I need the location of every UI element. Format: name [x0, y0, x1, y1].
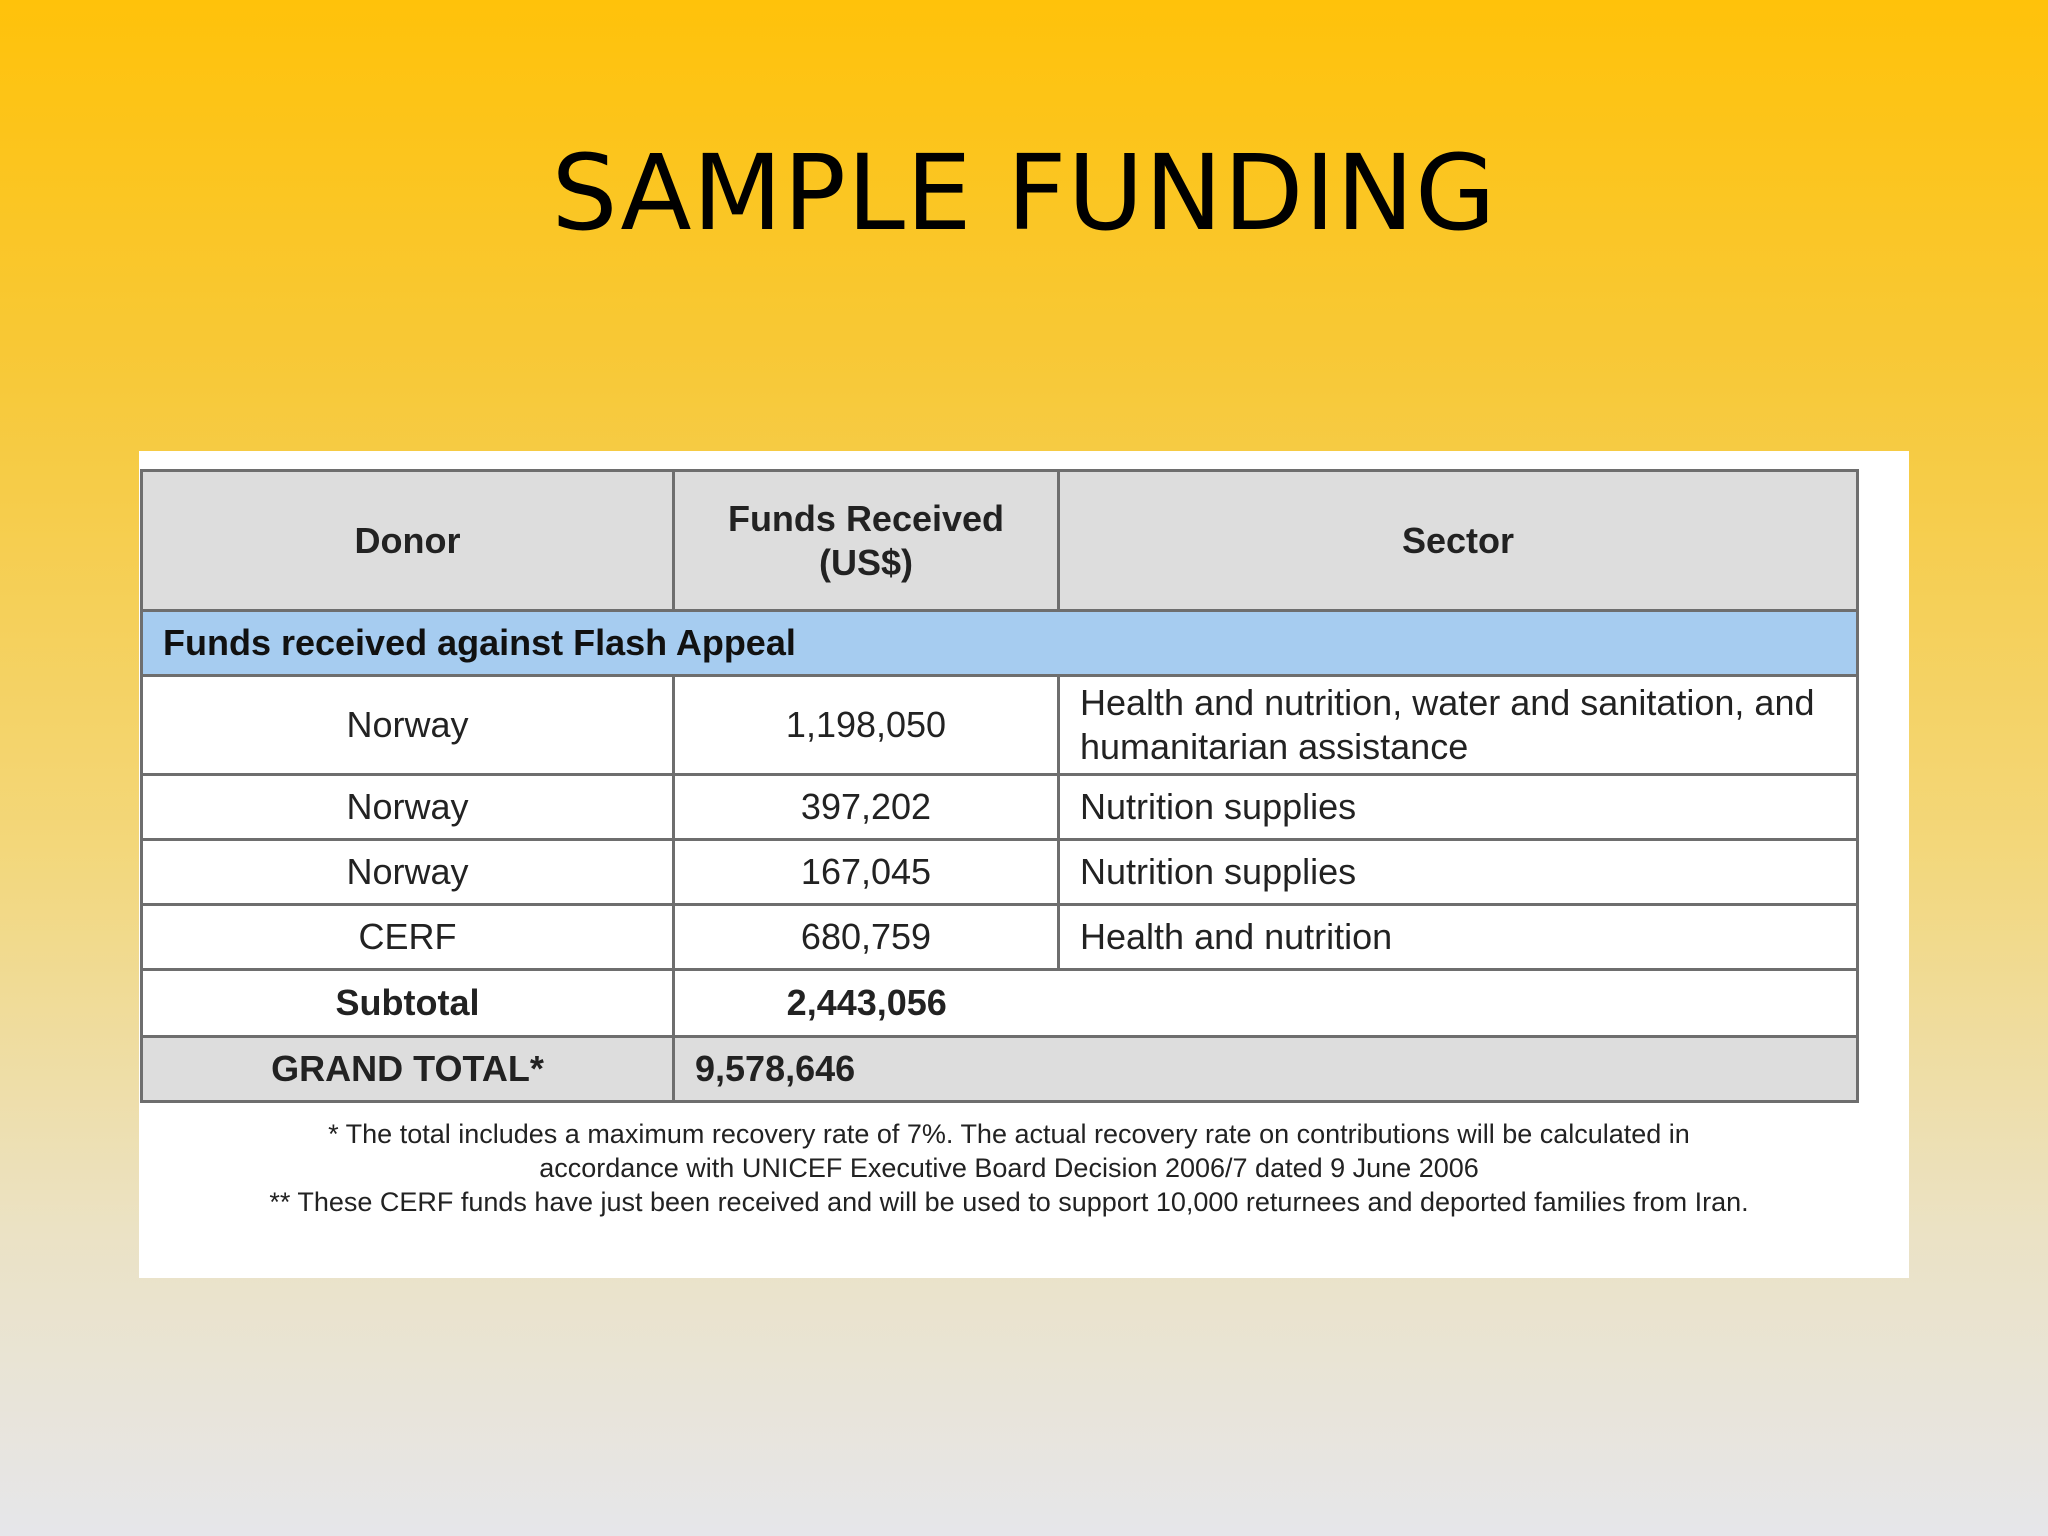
subtotal-value: 2,443,056	[674, 970, 1059, 1037]
grand-total-value: 9,578,646	[674, 1037, 1059, 1102]
section-label: Funds received against Flash Appeal	[142, 611, 1858, 676]
subtotal-empty-cell	[1059, 970, 1858, 1037]
table-row	[142, 840, 1858, 905]
grand-total-label: GRAND TOTAL*	[142, 1037, 674, 1102]
table-row	[142, 676, 1858, 775]
section-row	[142, 611, 1858, 676]
sector-cell: Health and nutrition, water and sanitation, and humanitarian assistance	[1059, 676, 1858, 775]
subtotal-label: Subtotal	[142, 970, 674, 1037]
funding-table-card	[139, 451, 1909, 1278]
funds-cell: 167,045	[674, 840, 1059, 905]
table-row	[142, 775, 1858, 840]
funds-cell: 1,198,050	[674, 676, 1059, 775]
donor-cell: Norway	[142, 676, 674, 775]
footnotes	[159, 1117, 1859, 1219]
footnote-cerf: ** These CERF funds have just been received and will be used to support 10,000 returnees and deported families from Iran.	[269, 1187, 1749, 1217]
sector-cell: Nutrition supplies	[1059, 775, 1858, 840]
sector-cell: Nutrition supplies	[1059, 840, 1858, 905]
funds-cell: 680,759	[674, 905, 1059, 970]
sector-cell: Health and nutrition	[1059, 905, 1858, 970]
header-sector: Sector	[1059, 471, 1858, 611]
donor-cell: CERF	[142, 905, 674, 970]
table-row	[142, 905, 1858, 970]
header-donor: Donor	[142, 471, 674, 611]
footnote-recovery-rate: * The total includes a maximum recovery rate of 7%. The actual recovery rate on contributions will be calculated in accordance with UNICEF Executive Board Decision 2006/7 dated 9 June 2006	[328, 1119, 1690, 1183]
funding-table	[140, 469, 1859, 1103]
grand-total-empty-cell	[1059, 1037, 1858, 1102]
donor-cell: Norway	[142, 840, 674, 905]
grand-total-row	[142, 1037, 1858, 1102]
donor-cell: Norway	[142, 775, 674, 840]
subtotal-row	[142, 970, 1858, 1037]
table-header-row	[142, 471, 1858, 611]
header-funds-received: Funds Received (US$)	[674, 471, 1059, 611]
slide-title: SAMPLE FUNDING	[551, 132, 1497, 254]
funds-cell: 397,202	[674, 775, 1059, 840]
